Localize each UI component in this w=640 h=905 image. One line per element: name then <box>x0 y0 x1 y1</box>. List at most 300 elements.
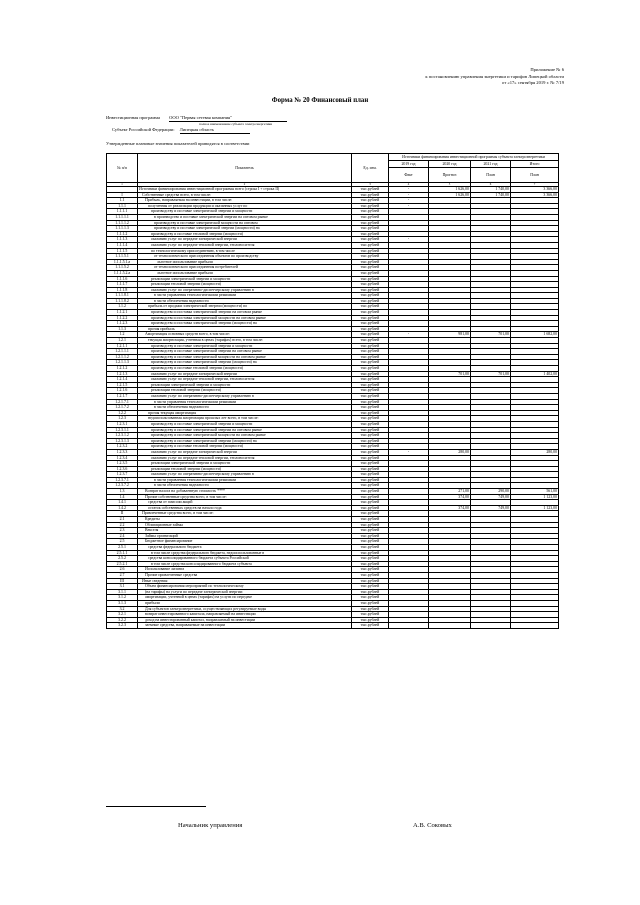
row-name: производство и поставка электрической мощности на оптовом рынке <box>138 315 352 321</box>
row-name: производству и поставке электрической мощности на оптовом <box>138 220 352 226</box>
col-plan-total-header: План <box>511 168 559 183</box>
row-number: 3.1.1 <box>107 589 138 595</box>
row-unit: тыс.рублей <box>352 220 389 226</box>
row-name: оказанию услуг по передаче тепловой энергии, теплоносителя <box>138 377 352 383</box>
row-number: 1.2.1.6 <box>107 388 138 394</box>
row-number: 2.5.2 <box>107 556 138 562</box>
row-number: 1.2.1.7.2 <box>107 405 138 411</box>
row-number: 1.4 <box>107 494 138 500</box>
row-number: 1.2 <box>107 332 138 338</box>
row-name: средства федерального бюджета <box>138 545 352 551</box>
row-name: реализации тепловой энергии (мощности) <box>138 282 352 288</box>
row-number: 1.1.1.8.2 <box>107 298 138 304</box>
row-number: 1.1.1.3 <box>107 237 138 243</box>
row-name: остаток собственных средств на начало года <box>138 505 352 511</box>
row-unit: тыс.рублей <box>352 595 389 601</box>
row-number: II <box>107 511 138 517</box>
row-number: 2.2 <box>107 522 138 528</box>
row-plan: 1 740,00 <box>471 187 511 193</box>
row-prognoz: 701,00 <box>429 371 471 377</box>
row-unit: тыс.рублей <box>352 438 389 444</box>
row-number: 1.4.1 <box>107 500 138 506</box>
row-number: 2.4 <box>107 533 138 539</box>
row-number: 1.1.1.1.3 <box>107 226 138 232</box>
row-number: 1.1.1.1 <box>107 209 138 215</box>
row-unit: тыс.рублей <box>352 517 389 523</box>
row-unit: тыс.рублей <box>352 578 389 584</box>
row-prognoz: 981,00 <box>429 332 471 338</box>
row-name: в том числе средства федерального бюджета, недоиспользованные в <box>138 550 352 556</box>
row-prognoz: 271,00 <box>429 489 471 495</box>
col-unit-header: Ед. изм. <box>352 154 389 183</box>
row-unit: тыс.рублей <box>352 265 389 271</box>
row-unit: тыс.рублей <box>352 550 389 556</box>
row-number: 1.2.3.2 <box>107 444 138 450</box>
row-name: реализации электрической энергии и мощности <box>138 382 352 388</box>
row-name: прочая текущая амортизация <box>138 410 352 416</box>
row-number: 1.1.1.8.1 <box>107 293 138 299</box>
row-number: 1.2.1.1.1 <box>107 349 138 355</box>
row-unit: тыс.рублей <box>352 494 389 500</box>
col-2019-header: 2019 год <box>389 161 429 168</box>
row-number: 1.2.3.4 <box>107 455 138 461</box>
row-number: 1.2.1 <box>107 338 138 344</box>
row-unit: тыс.рублей <box>352 304 389 310</box>
row-name: производству и поставке тепловой энергии (мощности) <box>138 231 352 237</box>
row-name: производству и поставке электрической мощности на оптовом рынке <box>138 354 352 360</box>
row-name: Собственные средства всего, в том числе: <box>138 192 352 198</box>
row-total: 280,00 <box>511 449 559 455</box>
row-unit: тыс.рублей <box>352 612 389 618</box>
row-number: 1.2.1.1.2 <box>107 354 138 360</box>
row-name: оказанию услуг по оперативно-диспетчерскому управлению в <box>138 393 352 399</box>
row-name: оказанию услуг по оперативно-диспетчерскому управлению в <box>138 472 352 478</box>
row-number: 1.2.3.7 <box>107 472 138 478</box>
row-unit: тыс.рублей <box>352 192 389 198</box>
row-unit: тыс.рублей <box>352 606 389 612</box>
row-name: по технологическому присоединению, в том числе <box>138 248 352 254</box>
row-unit: тыс.рублей <box>352 209 389 215</box>
row-unit: тыс.рублей <box>352 349 389 355</box>
row-unit: тыс.рублей <box>352 572 389 578</box>
row-number: 2.5.1.1 <box>107 550 138 556</box>
colnum-2: 2 <box>138 183 352 187</box>
row-number: 1.2.1.2 <box>107 366 138 372</box>
row-name: реализации электрической энергии и мощности <box>138 461 352 467</box>
row-number: 1.2.3.5 <box>107 461 138 467</box>
row-unit: тыс.рублей <box>352 505 389 511</box>
colnum-4: 4 <box>389 183 429 187</box>
row-name: Источники финансирования инвестиционной программы всего (строка I + строка II) <box>138 187 352 193</box>
row-unit: тыс.рублей <box>352 242 389 248</box>
col-fact-header: Факт <box>389 168 429 183</box>
row-unit: тыс.рублей <box>352 511 389 517</box>
row-number: 1.1 <box>107 198 138 204</box>
row-number: 1.2.1.4 <box>107 377 138 383</box>
row-unit: тыс.рублей <box>352 567 389 573</box>
row-name: доход на инвестированный капитал, направляемый на инвестиции <box>138 617 352 623</box>
row-unit: тыс.рублей <box>352 259 389 265</box>
row-unit: тыс.рублей <box>352 489 389 495</box>
row-number: 1.2.1.1 <box>107 343 138 349</box>
col-name-header: Показатель <box>138 154 352 183</box>
row-number: 1.2.3.1.1 <box>107 427 138 433</box>
row-name: оказанию услуг по передаче тепловой энергии, теплоносителя <box>138 242 352 248</box>
row-name: производству и поставке электрической энергии (мощности) на <box>138 360 352 366</box>
row-name: полученная от реализации продукции и оказанных услуг по <box>138 203 352 209</box>
subject-label: Субъект Российской Федерации: <box>112 127 175 132</box>
row-unit: тыс.рублей <box>352 421 389 427</box>
row-unit: тыс.рублей <box>352 248 389 254</box>
row-number: 2.5.1 <box>107 545 138 551</box>
table-body <box>107 187 559 629</box>
row-unit: тыс.рублей <box>352 270 389 276</box>
row-name: производству и поставке электрической мощности на оптовом рынке <box>138 433 352 439</box>
row-unit: тыс.рублей <box>352 522 389 528</box>
row-name: в части управления технологическими режимами <box>138 477 352 483</box>
col-total-header: Итого <box>511 161 559 168</box>
row-name: оказанию услуг по передаче электрической энергии <box>138 449 352 455</box>
row-number: 1.1.1.8 <box>107 287 138 293</box>
row-prognoz: 1 626,00 <box>429 192 471 198</box>
row-name: Для субъектов электроэнергетики, осуществляющих регулируемые виды <box>138 606 352 612</box>
row-unit: тыс.рублей <box>352 382 389 388</box>
row-fact: - <box>389 203 429 209</box>
row-unit: тыс.рублей <box>352 198 389 204</box>
row-number: 1.1.1.7 <box>107 282 138 288</box>
row-unit: тыс.рублей <box>352 298 389 304</box>
colnum-3: 3 <box>352 183 389 187</box>
row-unit: тыс.рублей <box>352 405 389 411</box>
row-name: Кредиты <box>138 517 352 523</box>
row-number: 1.1.1.6 <box>107 276 138 282</box>
row-unit: тыс.рублей <box>352 477 389 483</box>
row-name: средства от эмиссии акций <box>138 500 352 506</box>
row-number: 3.2.2 <box>107 617 138 623</box>
row-name: текущая амортизация, учтенная в ценах (тарифах) всего, в том числе: <box>138 338 352 344</box>
row-total <box>511 623 559 629</box>
row-number: 2.5.2.1 <box>107 561 138 567</box>
row-unit: тыс.рублей <box>352 377 389 383</box>
appendix-block <box>425 67 564 87</box>
col-num-header: № п/п <box>107 154 138 183</box>
row-name: производству и поставке электрической энергии и мощности <box>138 343 352 349</box>
row-name: льготное использование прибыли <box>138 259 352 265</box>
row-unit: тыс.рублей <box>352 472 389 478</box>
row-name: Прочие привлеченные средства <box>138 572 352 578</box>
row-total: 3 366,00 <box>511 187 559 193</box>
row-name: производству и поставке тепловой энергии (мощности) <box>138 444 352 450</box>
row-name: производству и поставке электрической энергии (мощности) на <box>138 226 352 232</box>
row-unit: тыс.рублей <box>352 338 389 344</box>
row-unit: тыс.рублей <box>352 214 389 220</box>
row-unit: тыс.рублей <box>352 203 389 209</box>
row-number: 1.2.3 <box>107 416 138 422</box>
row-name: Амортизация основных средств всего, в том числе: <box>138 332 352 338</box>
row-name: оказанию услуг по передаче электрической энергии <box>138 371 352 377</box>
row-number: 1.1.2.3 <box>107 321 138 327</box>
signer-position: Начальник управления <box>178 822 243 829</box>
row-number: 2.6 <box>107 567 138 573</box>
row-number: 1.2.3.3 <box>107 449 138 455</box>
row-unit: тыс.рублей <box>352 545 389 551</box>
row-number: 1.1.1.5 <box>107 248 138 254</box>
row-unit: тыс.рублей <box>352 366 389 372</box>
row-unit: тыс.рублей <box>352 332 389 338</box>
row-number: 1.1.1 <box>107 203 138 209</box>
row-plan <box>471 623 511 629</box>
row-number: 1.1.1.5.1 <box>107 254 138 260</box>
row-name: оказанию услуг по передаче электрической энергии <box>138 237 352 243</box>
row-number: 1.3 <box>107 489 138 495</box>
appendix-line-3: от «17» сентября 2019 г. № 7/19 <box>502 80 564 86</box>
row-name: производство и поставка электрической энергии на оптовом рынке <box>138 310 352 316</box>
row-number: 1.2.1.3 <box>107 371 138 377</box>
row-unit: тыс.рублей <box>352 237 389 243</box>
row-number: 2.3 <box>107 528 138 534</box>
row-total: 561,00 <box>511 489 559 495</box>
colnum-5: 5 <box>429 183 471 187</box>
program-line <box>106 115 287 122</box>
row-unit: тыс.рублей <box>352 231 389 237</box>
separator-line <box>106 806 206 807</box>
row-plan: 701,00 <box>471 332 511 338</box>
approval-note: Утвержденные плановые значения показателей приводятся в соответствии <box>106 141 250 146</box>
row-number: 1.2.3.1.2 <box>107 433 138 439</box>
row-unit: тыс.рублей <box>352 455 389 461</box>
row-unit: тыс.рублей <box>352 399 389 405</box>
row-number: 1.1.1.4 <box>107 242 138 248</box>
row-unit: тыс.рублей <box>352 617 389 623</box>
row-name: в производство и поставке электрической энергии на оптовом рынке <box>138 214 352 220</box>
row-unit: тыс.рублей <box>352 461 389 467</box>
financial-plan-table <box>106 153 559 629</box>
row-name: реализации электрической энергии и мощности <box>138 276 352 282</box>
row-unit: тыс.рублей <box>352 326 389 332</box>
row-plan: 701,00 <box>471 371 511 377</box>
row-number: 1.4.2 <box>107 505 138 511</box>
row-number: 3.1.2 <box>107 595 138 601</box>
col-2020-header: 2020 год <box>429 161 471 168</box>
row-total: 1 402,00 <box>511 371 559 377</box>
row-number: 1.1.3 <box>107 326 138 332</box>
row-name: средства консолидированного бюджета субъекта Российской <box>138 556 352 562</box>
col-plan-header: План <box>471 168 511 183</box>
row-name: производству и поставке электрической энергии (мощности) на <box>138 438 352 444</box>
row-name: в части управления технологическими режимами <box>138 293 352 299</box>
row-name: возврат инвестированного капитала, направляемый на инвестиции <box>138 612 352 618</box>
row-unit: тыс.рублей <box>352 539 389 545</box>
row-unit: тыс.рублей <box>352 561 389 567</box>
row-unit: тыс.рублей <box>352 343 389 349</box>
row-unit: тыс.рублей <box>352 187 389 193</box>
row-prognoz: 374,00 <box>429 505 471 511</box>
table-row <box>107 623 559 629</box>
row-number: 1.2.1.7.1 <box>107 399 138 405</box>
row-number: 3.2.3 <box>107 623 138 629</box>
row-unit: тыс.рублей <box>352 483 389 489</box>
row-unit: тыс.рублей <box>352 427 389 433</box>
row-fact: - <box>389 187 429 193</box>
row-name: льготное использование прибыли <box>138 270 352 276</box>
row-fact <box>389 623 429 629</box>
row-number: 1.2.2 <box>107 410 138 416</box>
row-name: прибыли <box>138 600 352 606</box>
row-number: III <box>107 578 138 584</box>
row-prognoz: 1 626,00 <box>429 187 471 193</box>
row-name: недоиспользованная амортизация прошлых лет всего, в том числе: <box>138 416 352 422</box>
row-name: реализации тепловой энергии (мощности) <box>138 388 352 394</box>
row-name: Возврат налога на добавленную стоимость **** <box>138 489 352 495</box>
row-name: прибыль от продажи электрической энергии (мощности) по <box>138 304 352 310</box>
row-name: производству и поставке электрической энергии и мощности <box>138 421 352 427</box>
row-number: 3.2.1 <box>107 612 138 618</box>
row-unit: тыс.рублей <box>352 528 389 534</box>
row-unit: тыс.рублей <box>352 393 389 399</box>
row-number: 1.1.2.1 <box>107 310 138 316</box>
row-name: в части управления технологическими режимами <box>138 399 352 405</box>
row-name: в том числе средства консолидированного бюджета субъекта <box>138 561 352 567</box>
col-group-header: Источники финансирования инвестиционной программы субъекта электроэнергетики <box>389 154 559 161</box>
row-unit: тыс.рублей <box>352 282 389 288</box>
row-total: 3 366,00 <box>511 192 559 198</box>
subject-line <box>112 127 250 134</box>
row-unit: тыс.рублей <box>352 388 389 394</box>
row-fact: - <box>389 332 429 338</box>
row-unit: тыс.рублей <box>352 589 389 595</box>
row-unit: тыс.рублей <box>352 276 389 282</box>
row-unit: тыс.рублей <box>352 226 389 232</box>
row-name: прочая прибыль <box>138 326 352 332</box>
row-fact: - <box>389 449 429 455</box>
row-number: 1.1.1.1.2 <box>107 220 138 226</box>
row-name: производству и поставке электрической энергии на оптовом рынке <box>138 349 352 355</box>
colnum-6: 6 <box>471 183 511 187</box>
row-prognoz <box>429 623 471 629</box>
row-number: 2.5 <box>107 539 138 545</box>
row-name: Облигационные займы <box>138 522 352 528</box>
row-name: производству и поставке электрической энергии и мощности <box>138 209 352 215</box>
header-row-1 <box>107 154 559 161</box>
row-number: 1.1.1.5.2.a <box>107 270 138 276</box>
appendix-line-2: к постановлению управления энергетики и тарифов Липецкой области <box>425 73 564 79</box>
row-number: 1.1.2.2 <box>107 315 138 321</box>
row-name: производство и поставка электрической энергии (мощности) на <box>138 321 352 327</box>
row-name: реализации тепловой энергии (мощности) <box>138 466 352 472</box>
row-name: производству и поставке тепловой энергии (мощности) <box>138 366 352 372</box>
row-unit: тыс.рублей <box>352 371 389 377</box>
col-2021-header: 2021 год <box>471 161 511 168</box>
row-number: I <box>107 192 138 198</box>
row-unit: тыс.рублей <box>352 449 389 455</box>
row-name: Использование лизинга <box>138 567 352 573</box>
row-unit: тыс.рублей <box>352 354 389 360</box>
row-number: 1.2.1.7 <box>107 393 138 399</box>
row-unit: тыс.рублей <box>352 315 389 321</box>
appendix-line-1: Приложение № 6 <box>530 67 564 72</box>
colnum-7: 7 <box>511 183 559 187</box>
row-number: 1.2.3.7.2 <box>107 483 138 489</box>
row-unit: тыс.рублей <box>352 466 389 472</box>
row-unit: тыс.рублей <box>352 310 389 316</box>
row-unit: тыс.рублей <box>352 600 389 606</box>
row-fact: - <box>389 237 429 243</box>
row-unit: тыс.рублей <box>352 416 389 422</box>
row-number: 1.1.1.5.2 <box>107 265 138 271</box>
row-fact: - <box>389 198 429 204</box>
row-name: от технологического присоединения потребителей <box>138 265 352 271</box>
row-name: оказанию услуг по передаче тепловой энергии, теплоносителя <box>138 455 352 461</box>
col-prognoz-header: Прогноз <box>429 168 471 183</box>
row-prognoz: 374,00 <box>429 494 471 500</box>
subject-value: Липецкая область <box>180 127 250 134</box>
row-name: заемные средства, направляемые на инвестиции <box>138 623 352 629</box>
row-prognoz: 280,00 <box>429 449 471 455</box>
row-name: амортизации, учтенной в ценах (тарифах) на услуги по передаче <box>138 595 352 601</box>
row-name: Прибыль, направляемая на инвестиции, в том числе: <box>138 198 352 204</box>
row-number: 1.1.2 <box>107 304 138 310</box>
row-total: 1 123,00 <box>511 505 559 511</box>
row-number: 1.1.1.1.1 <box>107 214 138 220</box>
row-unit: тыс.рублей <box>352 360 389 366</box>
row-number: 1.2.3.1 <box>107 421 138 427</box>
row-number: 1.2.1.5 <box>107 382 138 388</box>
row-name: в части обеспечения надежности <box>138 405 352 411</box>
row-plan: 749,00 <box>471 505 511 511</box>
program-label: Инвестиционная программа <box>106 115 160 120</box>
row-number: 1.2.3.1.3 <box>107 438 138 444</box>
row-unit: тыс.рублей <box>352 254 389 260</box>
document-title: Форма № 20 Финансовый план <box>271 97 369 104</box>
row-total: 1 682,00 <box>511 332 559 338</box>
row-unit: тыс.рублей <box>352 444 389 450</box>
row-unit: тыс.рублей <box>352 321 389 327</box>
row-name: Векселя <box>138 528 352 534</box>
row-number: 3.2 <box>107 606 138 612</box>
row-name: Объем финансирования мероприятий по технологическому <box>138 584 352 590</box>
row-name: Займы организаций <box>138 533 352 539</box>
row-number: 1.1.1.2 <box>107 231 138 237</box>
row-name: Бюджетное финансирование <box>138 539 352 545</box>
row-unit: тыс.рублей <box>352 533 389 539</box>
row-name: Прочие собственные средства всего, в том числе: <box>138 494 352 500</box>
row-name: оказанию услуг по оперативно-диспетчерскому управлению в <box>138 287 352 293</box>
row-name: Иные сведения: <box>138 578 352 584</box>
row-unit: тыс.рублей <box>352 556 389 562</box>
row-name: производству и поставке электрической энергии на оптовом рынке <box>138 427 352 433</box>
row-number: 2.1 <box>107 517 138 523</box>
row-number: 1.2.3.6 <box>107 466 138 472</box>
row-unit: тыс.рублей <box>352 500 389 506</box>
row-name: от технологического присоединения объектов по производству <box>138 254 352 260</box>
row-number: 3.1.3 <box>107 600 138 606</box>
row-number: 3.1 <box>107 584 138 590</box>
row-name: в части обеспечения надежности <box>138 298 352 304</box>
program-hint: полное наименование субъекта электроэнергетики <box>199 122 273 126</box>
row-plan: 749,00 <box>471 494 511 500</box>
row-plan: 290,00 <box>471 489 511 495</box>
row-unit: тыс.рублей <box>352 433 389 439</box>
signer-name: А.В. Соковых <box>413 822 452 829</box>
program-value: ООО "Первая сетевая компания" <box>169 115 287 122</box>
colnum-1: 1 <box>107 183 138 187</box>
row-plan: 1 740,00 <box>471 192 511 198</box>
row-name: (на тарифы) на услуги по передаче электрической энергии: <box>138 589 352 595</box>
row-name: в части обеспечения надежности <box>138 483 352 489</box>
row-number: 2.7 <box>107 572 138 578</box>
row-number: 1.2.3.7.1 <box>107 477 138 483</box>
row-fact: - <box>389 192 429 198</box>
